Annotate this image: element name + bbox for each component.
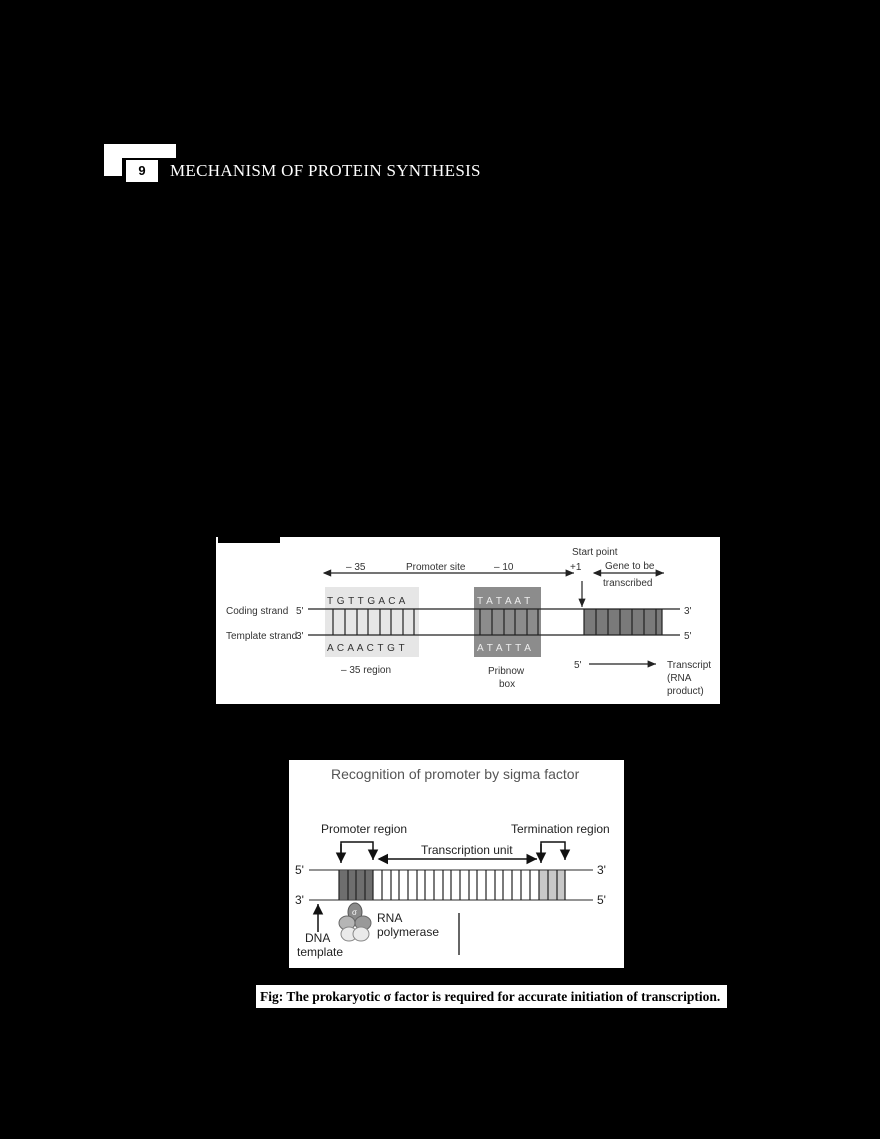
promoter-region-label: Promoter region [321, 822, 408, 836]
chapter-number-badge: 9 [126, 160, 158, 182]
template-5-label: 5' [684, 631, 692, 642]
pribnow-label-line1: Pribnow [488, 666, 525, 677]
rna-polymerase-icon [339, 903, 371, 941]
minus35-template-sequence: A C A A C T G T [327, 643, 406, 654]
figure1-top-artifact [218, 537, 280, 543]
polymerase-label: polymerase [377, 925, 440, 939]
start-point-label: Start point [572, 547, 618, 558]
header-decor-bar-vertical [104, 144, 122, 176]
transcript-label-line1: Transcript [667, 660, 712, 671]
base-pair-rungs [339, 870, 565, 900]
pribnow-label-line2: box [499, 679, 516, 690]
chapter-title: MECHANISM OF PROTEIN SYNTHESIS [170, 161, 481, 180]
transcript-label-line3: product) [667, 686, 704, 697]
minus35-coding-sequence: T G T T G A C A [327, 596, 406, 607]
promoter-site-label: Promoter site [406, 562, 466, 573]
gene-label-line1: Gene to be [605, 561, 655, 572]
promoter-diagram [216, 537, 720, 704]
top-3-label: 3' [597, 863, 606, 877]
termination-region-label: Termination region [511, 822, 610, 836]
transcript-label-line2: (RNA [667, 673, 692, 684]
dna-label: DNA [305, 931, 331, 945]
top-5-label: 5' [295, 863, 304, 877]
minus10-template-sequence: A T A T T A [477, 643, 532, 654]
coding-5-label: 5' [296, 606, 304, 617]
plus1-label: +1 [570, 562, 582, 573]
template-label: template [297, 945, 344, 959]
coding-3-label: 3' [684, 606, 692, 617]
transcription-unit-label: Transcription unit [421, 843, 513, 857]
minus35-region-label: – 35 region [341, 665, 392, 676]
figure2-title: Recognition of promoter by sigma factor [331, 766, 580, 782]
transcript-5-label: 5' [574, 660, 582, 671]
coding-strand-label: Coding strand [226, 606, 289, 617]
sigma-symbol: σ [352, 908, 357, 917]
bottom-3-label: 3' [295, 893, 304, 907]
promoter-structure-figure [216, 537, 720, 704]
template-3-label: 3' [296, 631, 304, 642]
minus35-label: – 35 [346, 562, 366, 573]
bottom-5-label: 5' [597, 893, 606, 907]
sigma-diagram [289, 760, 624, 968]
figure-caption: Fig: The prokaryotic σ factor is required for accurate initiation of transcription. [256, 985, 727, 1008]
termination-region-block [539, 870, 565, 900]
template-strand-label: Template strand [226, 631, 298, 642]
rna-label: RNA [377, 911, 403, 925]
gene-label-line2: transcribed [603, 578, 653, 589]
minus10-label: – 10 [494, 562, 514, 573]
sigma-factor-figure [289, 760, 624, 968]
minus10-coding-sequence: T A T A A T [477, 596, 531, 607]
